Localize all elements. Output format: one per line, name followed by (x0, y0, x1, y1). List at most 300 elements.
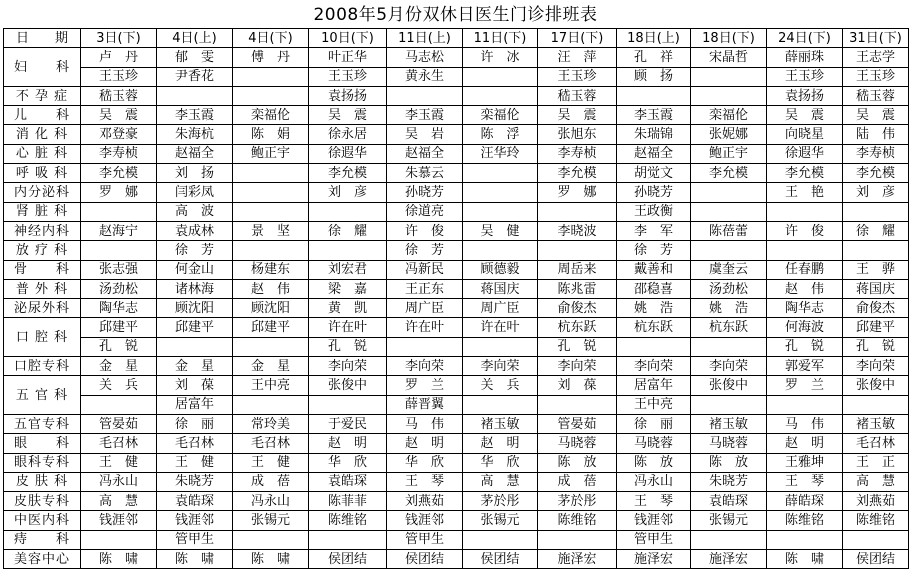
doctor-cell: 王中亮 (617, 395, 691, 414)
doctor-cell: 关 兵 (81, 376, 157, 395)
table-row (4, 144, 909, 163)
doctor-cell: 侯团结 (387, 550, 463, 569)
doctor-cell: 侯团结 (843, 550, 909, 569)
doctor-cell: 刘燕茹 (843, 492, 909, 511)
doctor-cell: 任春鹏 (767, 260, 843, 279)
doctor-cell: 袁皓琛 (157, 492, 233, 511)
doctor-cell: 李寿桢 (538, 144, 617, 163)
doctor-cell (309, 530, 387, 549)
doctor-cell: 吴 健 (463, 221, 538, 240)
doctor-cell (463, 337, 538, 356)
doctor-cell: 吴 岩 (387, 125, 463, 144)
doctor-cell (767, 202, 843, 221)
doctor-cell: 陈 浮 (463, 125, 538, 144)
table-row (4, 550, 909, 569)
doctor-cell: 徐 耀 (309, 221, 387, 240)
table-row (4, 86, 909, 105)
doctor-cell (463, 530, 538, 549)
doctor-cell (81, 395, 157, 414)
doctor-cell: 徐 芳 (387, 241, 463, 260)
doctor-cell: 向晓星 (767, 125, 843, 144)
doctor-cell: 吴 震 (538, 106, 617, 125)
doctor-cell: 关 兵 (463, 376, 538, 395)
doctor-cell (387, 337, 463, 356)
doctor-cell: 毛召林 (81, 434, 157, 453)
doctor-cell: 徐 耀 (843, 221, 909, 240)
doctor-cell: 王 艳 (767, 183, 843, 202)
doctor-cell: 杭东跃 (617, 318, 691, 337)
doctor-cell: 金 星 (81, 357, 157, 376)
doctor-cell: 陈蓓蕾 (691, 221, 767, 240)
doctor-cell: 毛召林 (157, 434, 233, 453)
doctor-cell: 杭东跃 (538, 318, 617, 337)
doctor-cell: 冯永山 (617, 472, 691, 491)
doctor-cell: 孔 锐 (843, 337, 909, 356)
doctor-cell: 陶华志 (767, 299, 843, 318)
doctor-cell (387, 86, 463, 105)
table-row (4, 453, 909, 472)
doctor-cell: 吴 震 (767, 106, 843, 125)
doctor-cell: 孔 锐 (767, 337, 843, 356)
department-label: 皮 肤 科 (4, 472, 81, 491)
doctor-cell: 姚 浩 (691, 299, 767, 318)
date-column-header: 17日(下) (538, 29, 617, 48)
table-row (4, 48, 909, 67)
doctor-cell (463, 183, 538, 202)
doctor-cell (157, 86, 233, 105)
doctor-cell: 褚玉敏 (463, 414, 538, 433)
doctor-cell (538, 202, 617, 221)
doctor-cell: 徐 芳 (157, 241, 233, 260)
doctor-cell (463, 202, 538, 221)
doctor-cell: 汤劲松 (691, 279, 767, 298)
date-column-header: 18日(下) (691, 29, 767, 48)
doctor-cell: 孔 锐 (81, 337, 157, 356)
doctor-cell: 高 波 (157, 202, 233, 221)
doctor-cell: 刘 葆 (157, 376, 233, 395)
doctor-cell: 陈 娟 (233, 125, 309, 144)
doctor-cell: 施泽宏 (617, 550, 691, 569)
doctor-cell: 朱慕云 (387, 164, 463, 183)
table-row (4, 414, 909, 433)
department-label: 心 脏 科 (4, 144, 81, 163)
department-label: 中医内科 (4, 511, 81, 530)
department-label: 放 疗 科 (4, 241, 81, 260)
table-row (4, 125, 909, 144)
doctor-cell: 李 军 (617, 221, 691, 240)
doctor-cell: 赵福全 (387, 144, 463, 163)
doctor-cell: 王 琴 (767, 472, 843, 491)
doctor-cell: 袁成林 (157, 221, 233, 240)
doctor-cell: 邱建平 (157, 318, 233, 337)
doctor-cell: 顾德毅 (463, 260, 538, 279)
table-row (4, 337, 909, 356)
doctor-cell: 邵稳喜 (617, 279, 691, 298)
department-label: 口腔专科 (4, 357, 81, 376)
doctor-cell: 陈 放 (617, 453, 691, 472)
doctor-cell: 成 蓓 (233, 472, 309, 491)
doctor-cell: 侯团结 (463, 550, 538, 569)
doctor-cell: 王玉珍 (81, 67, 157, 86)
doctor-cell: 许 冰 (463, 48, 538, 67)
doctor-cell (463, 86, 538, 105)
doctor-cell: 孔 锐 (538, 337, 617, 356)
doctor-cell: 张志强 (81, 260, 157, 279)
doctor-cell: 赵 明 (309, 434, 387, 453)
doctor-cell: 高 慧 (81, 492, 157, 511)
doctor-cell: 张俊中 (309, 376, 387, 395)
doctor-cell: 袁扬扬 (767, 86, 843, 105)
doctor-cell: 陈 啸 (767, 550, 843, 569)
doctor-cell: 闫彩凤 (157, 183, 233, 202)
doctor-cell: 黄永生 (387, 67, 463, 86)
doctor-cell: 王玉珍 (843, 67, 909, 86)
doctor-cell: 施泽宏 (691, 550, 767, 569)
doctor-cell (233, 164, 309, 183)
doctor-cell: 陈 放 (538, 453, 617, 472)
doctor-cell: 李寿桢 (81, 144, 157, 163)
doctor-cell: 袁扬扬 (309, 86, 387, 105)
header-row (4, 29, 909, 48)
doctor-cell: 成 蓓 (538, 472, 617, 491)
doctor-cell: 刘 彦 (309, 183, 387, 202)
doctor-cell: 汪华玲 (463, 144, 538, 163)
table-row (4, 164, 909, 183)
doctor-cell: 徐永居 (309, 125, 387, 144)
doctor-cell: 张锡元 (233, 511, 309, 530)
doctor-cell (843, 530, 909, 549)
doctor-cell: 马晓蓉 (617, 434, 691, 453)
doctor-cell (767, 530, 843, 549)
page-title: 2008年5月份双休日医生门诊排班表 (313, 5, 598, 25)
table-row (4, 492, 909, 511)
doctor-cell: 李向荣 (463, 357, 538, 376)
doctor-cell: 顾 扬 (617, 67, 691, 86)
doctor-cell: 卢 丹 (81, 48, 157, 67)
doctor-cell: 蒋国庆 (843, 279, 909, 298)
doctor-cell (233, 202, 309, 221)
doctor-cell: 王志学 (843, 48, 909, 67)
doctor-cell: 刘宏君 (309, 260, 387, 279)
doctor-cell: 傅 丹 (233, 48, 309, 67)
doctor-cell: 李向荣 (387, 357, 463, 376)
doctor-cell: 赵 明 (767, 434, 843, 453)
doctor-cell (617, 337, 691, 356)
doctor-cell: 李向荣 (538, 357, 617, 376)
doctor-cell: 王玉珍 (767, 67, 843, 86)
doctor-cell: 顾沈阳 (157, 299, 233, 318)
doctor-cell: 冯新民 (387, 260, 463, 279)
department-label: 骨 科 (4, 260, 81, 279)
doctor-cell: 许 俊 (387, 221, 463, 240)
doctor-cell (233, 241, 309, 260)
doctor-cell: 李允模 (309, 164, 387, 183)
doctor-cell: 毛召林 (843, 434, 909, 453)
doctor-cell: 李允模 (538, 164, 617, 183)
doctor-cell: 张旭东 (538, 125, 617, 144)
doctor-cell: 俞俊杰 (843, 299, 909, 318)
doctor-cell: 陈 啸 (157, 550, 233, 569)
doctor-cell: 何海波 (767, 318, 843, 337)
date-column-header: 18日(上) (617, 29, 691, 48)
doctor-cell (463, 395, 538, 414)
doctor-cell: 邱建平 (81, 318, 157, 337)
table-row (4, 279, 909, 298)
department-label: 不 孕 症 (4, 86, 81, 105)
doctor-cell: 孙晓芳 (617, 183, 691, 202)
doctor-cell: 马志松 (387, 48, 463, 67)
doctor-cell: 李晓波 (538, 221, 617, 240)
doctor-cell: 钱涯邻 (157, 511, 233, 530)
doctor-cell: 薛丽珠 (767, 48, 843, 67)
department-label: 痔 科 (4, 530, 81, 549)
doctor-cell: 居富年 (617, 376, 691, 395)
doctor-cell: 王 健 (157, 453, 233, 472)
doctor-cell: 杨建东 (233, 260, 309, 279)
doctor-cell: 朱晓芳 (691, 472, 767, 491)
doctor-cell: 王 骅 (843, 260, 909, 279)
doctor-cell (233, 67, 309, 86)
department-label: 呼 吸 科 (4, 164, 81, 183)
doctor-cell: 陈维铭 (309, 511, 387, 530)
doctor-cell: 刘燕茹 (387, 492, 463, 511)
doctor-cell: 诸林海 (157, 279, 233, 298)
doctor-cell: 嵇玉蓉 (81, 86, 157, 105)
doctor-cell (767, 395, 843, 414)
date-column-header: 10日(下) (309, 29, 387, 48)
doctor-cell: 景 坚 (233, 221, 309, 240)
doctor-cell: 孙晓芳 (387, 183, 463, 202)
doctor-cell: 金 星 (233, 357, 309, 376)
doctor-cell (81, 530, 157, 549)
department-label: 泌尿外科 (4, 299, 81, 318)
doctor-cell (157, 337, 233, 356)
department-label: 儿 科 (4, 106, 81, 125)
doctor-cell (691, 183, 767, 202)
date-column-header: 31日(下) (843, 29, 909, 48)
doctor-cell: 高 慧 (463, 472, 538, 491)
department-label: 五 官 科 (4, 376, 81, 415)
doctor-cell: 叶正华 (309, 48, 387, 67)
doctor-cell: 吴 震 (843, 106, 909, 125)
doctor-cell: 陈维铭 (538, 511, 617, 530)
doctor-cell: 朱瑞锦 (617, 125, 691, 144)
doctor-cell: 蒋国庆 (463, 279, 538, 298)
doctor-cell: 管甲生 (617, 530, 691, 549)
doctor-cell: 罗 兰 (387, 376, 463, 395)
doctor-cell: 王中亮 (233, 376, 309, 395)
doctor-cell: 陈维铭 (767, 511, 843, 530)
doctor-cell: 戴善和 (617, 260, 691, 279)
doctor-cell: 华 欣 (387, 453, 463, 472)
table-row (4, 221, 909, 240)
doctor-cell: 赵 伟 (767, 279, 843, 298)
doctor-cell (463, 67, 538, 86)
doctor-cell (538, 530, 617, 549)
doctor-cell: 管甲生 (157, 530, 233, 549)
doctor-cell: 杭东跃 (691, 318, 767, 337)
schedule-table-body (4, 29, 909, 569)
doctor-cell: 刘 扬 (157, 164, 233, 183)
department-label: 妇 科 (4, 48, 81, 87)
table-row (4, 357, 909, 376)
doctor-cell: 李玉霞 (387, 106, 463, 125)
doctor-cell: 赵 伟 (233, 279, 309, 298)
doctor-cell: 栾福伦 (233, 106, 309, 125)
doctor-cell: 马 伟 (387, 414, 463, 433)
doctor-cell: 常玲美 (233, 414, 309, 433)
doctor-cell: 李向荣 (309, 357, 387, 376)
table-row (4, 530, 909, 549)
doctor-cell: 赵福全 (617, 144, 691, 163)
department-label: 五官专科 (4, 414, 81, 433)
department-label: 皮肤专科 (4, 492, 81, 511)
doctor-cell (691, 337, 767, 356)
doctor-cell: 邱建平 (233, 318, 309, 337)
doctor-cell: 姚 浩 (617, 299, 691, 318)
doctor-cell: 周广臣 (387, 299, 463, 318)
doctor-cell: 王玉珍 (309, 67, 387, 86)
doctor-cell: 朱海杭 (157, 125, 233, 144)
doctor-cell: 胡觉文 (617, 164, 691, 183)
doctor-cell: 王 琴 (617, 492, 691, 511)
doctor-cell: 许在叶 (387, 318, 463, 337)
doctor-cell: 褚玉敏 (843, 414, 909, 433)
doctor-cell (691, 530, 767, 549)
doctor-cell (538, 241, 617, 260)
doctor-cell: 嵇玉蓉 (843, 86, 909, 105)
doctor-cell: 邓登豪 (81, 125, 157, 144)
doctor-cell: 茅於彤 (463, 492, 538, 511)
doctor-cell (617, 86, 691, 105)
doctor-cell (233, 86, 309, 105)
table-row (4, 511, 909, 530)
doctor-cell (309, 241, 387, 260)
department-label: 内分泌科 (4, 183, 81, 202)
doctor-cell: 马晓蓉 (538, 434, 617, 453)
doctor-cell: 管甲生 (387, 530, 463, 549)
doctor-cell: 何金山 (157, 260, 233, 279)
doctor-cell (843, 395, 909, 414)
doctor-cell: 徐遐华 (309, 144, 387, 163)
doctor-cell: 李允模 (691, 164, 767, 183)
doctor-cell: 居富年 (157, 395, 233, 414)
doctor-cell (843, 202, 909, 221)
doctor-cell: 王正东 (387, 279, 463, 298)
department-label: 眼科专科 (4, 453, 81, 472)
doctor-cell: 刘 彦 (843, 183, 909, 202)
date-column-header: 24日(下) (767, 29, 843, 48)
doctor-cell: 华 欣 (463, 453, 538, 472)
doctor-cell (463, 164, 538, 183)
doctor-cell: 汪 萍 (538, 48, 617, 67)
doctor-cell: 徐遐华 (767, 144, 843, 163)
doctor-cell: 郭爱军 (767, 357, 843, 376)
doctor-cell: 薛晋翼 (387, 395, 463, 414)
date-column-header: 4日(上) (157, 29, 233, 48)
doctor-cell: 虞奎云 (691, 260, 767, 279)
doctor-cell: 钱涯邻 (617, 511, 691, 530)
doctor-cell: 冯永山 (233, 492, 309, 511)
doctor-cell: 张妮娜 (691, 125, 767, 144)
doctor-cell: 栾福伦 (691, 106, 767, 125)
doctor-cell (843, 241, 909, 260)
doctor-cell: 李允模 (843, 164, 909, 183)
doctor-cell: 李允模 (767, 164, 843, 183)
doctor-cell (691, 202, 767, 221)
doctor-cell: 李向荣 (843, 357, 909, 376)
doctor-cell: 陈菲菲 (309, 492, 387, 511)
doctor-cell: 周岳来 (538, 260, 617, 279)
table-row (4, 299, 909, 318)
table-row (4, 183, 909, 202)
doctor-cell: 吴 震 (81, 106, 157, 125)
doctor-cell (463, 241, 538, 260)
doctor-cell (233, 183, 309, 202)
doctor-cell: 管晏茹 (81, 414, 157, 433)
doctor-cell: 陈 啸 (233, 550, 309, 569)
doctor-cell: 刘 葆 (538, 376, 617, 395)
doctor-cell: 徐 芳 (617, 241, 691, 260)
doctor-cell: 王雅坤 (767, 453, 843, 472)
doctor-cell: 陶华志 (81, 299, 157, 318)
doctor-cell: 周广臣 (463, 299, 538, 318)
doctor-cell: 冯永山 (81, 472, 157, 491)
doctor-cell (309, 202, 387, 221)
doctor-cell: 徐 丽 (157, 414, 233, 433)
doctor-cell (691, 86, 767, 105)
department-label: 口 腔 科 (4, 318, 81, 357)
doctor-cell: 徐道亮 (387, 202, 463, 221)
doctor-cell: 薛皓琛 (767, 492, 843, 511)
doctor-cell: 管晏茹 (538, 414, 617, 433)
doctor-cell: 赵 明 (387, 434, 463, 453)
date-column-header: 3日(下) (81, 29, 157, 48)
date-header-label: 日 期 (4, 29, 81, 48)
doctor-cell: 孔 祥 (617, 48, 691, 67)
doctor-cell (538, 395, 617, 414)
department-label: 肾 脏 科 (4, 202, 81, 221)
doctor-cell: 宋晶哲 (691, 48, 767, 67)
doctor-cell: 陈兆雷 (538, 279, 617, 298)
doctor-cell: 顾沈阳 (233, 299, 309, 318)
doctor-cell: 徐 丽 (617, 414, 691, 433)
doctor-cell: 马晓蓉 (691, 434, 767, 453)
table-row (4, 106, 909, 125)
doctor-cell: 栾福伦 (463, 106, 538, 125)
department-label: 眼 科 (4, 434, 81, 453)
doctor-cell: 鲍正宇 (691, 144, 767, 163)
doctor-cell: 于爱民 (309, 414, 387, 433)
doctor-cell: 李玉霞 (617, 106, 691, 125)
table-row (4, 202, 909, 221)
doctor-cell: 袁皓琛 (691, 492, 767, 511)
doctor-cell: 罗 娜 (81, 183, 157, 202)
doctor-cell: 鲍正宇 (233, 144, 309, 163)
doctor-cell: 赵 明 (463, 434, 538, 453)
doctor-cell: 华 欣 (309, 453, 387, 472)
doctor-cell: 嵇玉蓉 (538, 86, 617, 105)
doctor-cell: 邱建平 (843, 318, 909, 337)
doctor-cell (691, 67, 767, 86)
doctor-cell: 许在叶 (309, 318, 387, 337)
doctor-cell: 张锡元 (463, 511, 538, 530)
doctor-cell: 尹香花 (157, 67, 233, 86)
doctor-cell: 孔 锐 (309, 337, 387, 356)
doctor-cell: 王 正 (843, 453, 909, 472)
doctor-cell: 张俊中 (691, 376, 767, 395)
doctor-cell: 陈 放 (691, 453, 767, 472)
